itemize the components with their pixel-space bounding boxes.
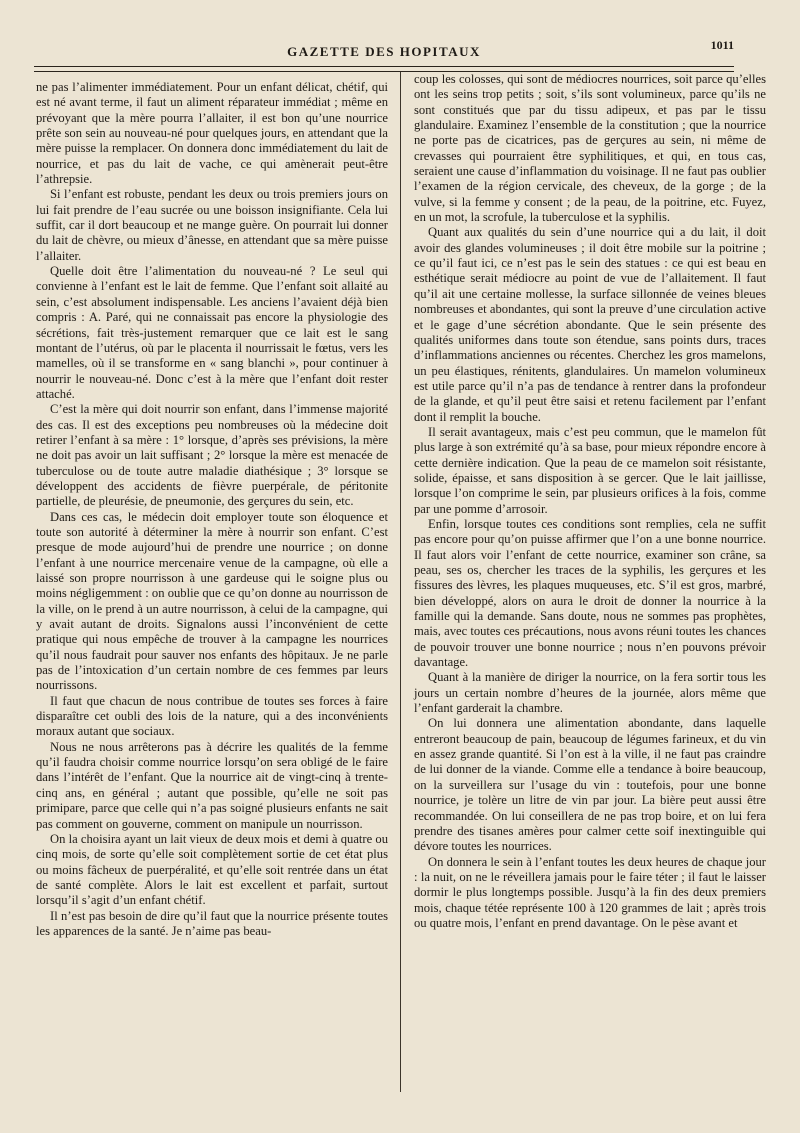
paragraph: Nous ne nous arrêterons pas à décrire les qualités de la femme qu’il faudra choisir comme nourrice lorsqu’on sera obligé de le faire dans l’intérêt de l’enfant. Que la nourrice ait de vingt-cinq à trente-cinq ans, en général ; autant que possible, qu’elle ne soit pas primipare, parce que celle qui n’a pas soigné plusieurs enfants ne sait pas comment on gouverne, comment on manipule un nourrisson.	[36, 739, 388, 831]
paragraph: On la choisira ayant un lait vieux de deux mois et demi à quatre ou cinq mois, de sorte qu’elle soit complètement sortie de cet état plus ou moins fâcheux de puerpéralité, et qu’elle soit rentrée dans un état de santé complète. Alors le lait est excellent et parfait, surtout lorsqu’il s’agit d’un enfant chétif.	[36, 831, 388, 908]
paragraph: Enfin, lorsque toutes ces conditions sont remplies, cela ne suffit pas encore pour qu’on puisse affirmer que l’on a une bonne nourrice. Il faut alors voir l’enfant de cette nourrice, examiner son crâne, sa peau, ses os, chercher les traces de la syphilis, les gerçures et les fissures des lèvres, les plaques muqueuses, etc. S’il est gros, marbré, bien développé, alors on aura le droit de donner la nourrice à la famille qui la demande. Sans doute, nous ne sommes pas prophètes, mais, avec toutes ces précautions, nous avons réuni toutes les chances de pouvoir trouver une bonne nourrice ; nous n’en pouvons prévoir davantage.	[414, 516, 766, 670]
page-number: 1011	[710, 38, 734, 52]
paragraph: On lui donnera une alimentation abondante, dans laquelle entreront beaucoup de pain, beaucoup de légumes farineux, et du vin en assez grande quantité. Si l’on est à la ville, il ne faut pas craindre de lui donner de la viande. Comme elle a tendance à boire beaucoup, on la surveillera sur l’usage du vin : toutefois, pour une bonne nourrice, je tolère un litre de vin par jour. La bière peut aussi être recommandée. On lui conseillera de ne pas trop boire, et on lui fera prendre des tisanes amères pour calmer cette soif inextinguible qui dévore toutes les nourrices.	[414, 716, 766, 854]
right-column	[414, 72, 766, 931]
paragraph: On donnera le sein à l’enfant toutes les deux heures de chaque jour : la nuit, on ne le réveillera jamais pour le faire téter ; il faut le laisser dormir le plus longtemps possible. Jusqu’à la fin des deux premiers mois, chaque tétée représente 100 à 120 grammes de lait ; après trois ou quatre mois, l’enfant en prend davantage. On le pèse avant et	[414, 854, 766, 930]
paragraph: ne pas l’alimenter immédiatement. Pour un enfant délicat, chétif, qui est né avant terme, il faut un aliment réparateur immédiat ; même en prévoyant que la mère pourra l’allaiter, il est bon qu’une nourrice prête son sein au nouveau-né pour quelques jours, en attendant que la mère puisse la remplacer. On donnera donc immédiatement du lait de nourrice, et pas du lait de vache, ce qui amènerait peut-être l’athrepsie.	[36, 80, 388, 187]
paragraph: Dans ces cas, le médecin doit employer toute son éloquence et toute son autorité à déterminer la mère à nourrir son enfant. C’est presque de mode aujourd’hui de prendre une nourrice ; on donne l’enfant à une nourrice mercenaire venue de la campagne, où elle a laissé son propre nourrisson à une gardeuse qui le soigne plus ou moins négligemment : on oublie que ce qu’on donne au nourrisson de la ville, on le prend à un autre nourrisson, à celui de la campagne, qui y avait autant de droits. Signalons aussi l’inconvénient de cette pratique qui nous empêche de trouver à la campagne les nourrices qu’il nous faudrait pour sauver nos enfants des hôpitaux. Je ne parle pas de l’intoxication d’un certain nombre de ces femmes par leurs nourrissons.	[36, 509, 388, 693]
paragraph: Il serait avantageux, mais c’est peu commun, que le mamelon fût plus large à son extrémité qu’à sa base, pour mieux répondre encore à cette dernière indication. Que la peau de ce mamelon soit résistante, solide, épaisse, et sans disposition à se gercer. Que le lait jaillisse, lorsque l’on comprime le sein, par plusieurs orifices à la fois, comme par une pomme d’arrosoir.	[414, 424, 766, 516]
paragraph: Il n’est pas besoin de dire qu’il faut que la nourrice présente toutes les apparences de la santé. Je n’aime pas beau-	[36, 908, 388, 938]
paragraph: Quelle doit être l’alimentation du nouveau-né ? Le seul qui convienne à l’enfant est le lait de femme. Que l’enfant soit allaité au sein, c’est absolument indispensable. Les anciens l’avaient déjà bien compris : A. Paré, qui ne connaissait pas encore la physiologie des sécrétions, fait très-justement remarquer que ce lait est le sang montant de l’utérus, où par le placenta il nourrissait le fœtus, vers les mamelles, où il se transforme en « sang blanchi », pour continuer à nourrir le nouveau-né. Donc c’est à la mère que l’enfant doit rester attaché.	[36, 264, 388, 401]
paragraph: Si l’enfant est robuste, pendant les deux ou trois premiers jours on lui fait prendre de l’eau sucrée ou une boisson insignifiante. Cela lui suffit, car il dort beaucoup et ne mange guère. On pourrait lui donner du lait de chèvre, ou mieux d’ânesse, en attendant que sa mère puisse l’allaiter.	[36, 187, 388, 263]
paragraph: coup les colosses, qui sont de médiocres nourrices, soit parce qu’elles ont les seins trop petits ; soit, s’ils sont volumineux, parce qu’ils ne sont constitués que par du tissu adipeux, et pas par le tissu glandulaire. Examinez l’ensemble de la constitution ; que la nourrice ne porte pas de cicatrices, pas de gerçures au sein, ni même de crevasses qui pourraient être syphilitiques, et qui, en tous cas, seraient une cause d’inflammation du voisinage. Il ne faut pas oublier l’examen de la région cervicale, des cheveux, de la gorge ; de la vulve, si la femme y consent ; de la peau, de la poitrine, etc. Fuyez, en un mot, la scrofule, la tuberculose et la syphilis.	[414, 72, 766, 225]
paragraph: Quant aux qualités du sein d’une nourrice qui a du lait, il doit avoir des glandes volumineuses ; il doit être mobile sur la poitrine ; ce qu’il faut ici, ce n’est pas le sein des statues : ce qui est beau en esthétique serait médiocre au point de vue de l’allaitement. Il faut qu’il ait une certaine mollesse, la surface sillonnée de veines bleues nombreuses et abondantes, qui sont la preuve d’une circulation active et le gage d’une sécrétion abondante. Que le sein présente des qualités uniformes dans toute son étendue, sans points durs, traces d’inflammations anciennes ou récentes. Cherchez les gros mamelons, un peu élastiques, rénitents, glandulaires. Un mamelon volumineux est utile parce qu’il n’a pas de tendance à rentrer dans la profondeur de la glande, et qu’il peut être saisi et retenu facilement par l’enfant dont il remplit la bouche.	[414, 225, 766, 424]
left-column	[36, 80, 388, 939]
column-divider	[400, 72, 401, 1092]
paragraph: Quant à la manière de diriger la nourrice, on la fera sortir tous les jours un certain nombre d’heures de la journée, alors même que l’enfant garderait la chambre.	[414, 670, 766, 716]
running-title: GAZETTE DES HOPITAUX	[287, 44, 481, 59]
page-header	[34, 38, 734, 60]
paragraph: C’est la mère qui doit nourrir son enfant, dans l’immense majorité des cas. Il est des exceptions peu nombreuses où la médecine doit retirer l’enfant à sa mère : 1° lorsque, d’après ses prévisions, la mère ne doit pas avoir un lait suffisant ; 2° lorsque la mère est menacée de tuberculose ou de toute autre maladie diathésique ; 3° lorsque se développent des accidents de fièvre puerpérale, de péritonite partielle, de pleurésie, de pneumonie, des gerçures du sein, etc.	[36, 402, 388, 509]
paragraph: Il faut que chacun de nous contribue de toutes ses forces à faire disparaître cet oubli des lois de la nature, qui a des inconvénients moraux autant que sociaux.	[36, 693, 388, 739]
